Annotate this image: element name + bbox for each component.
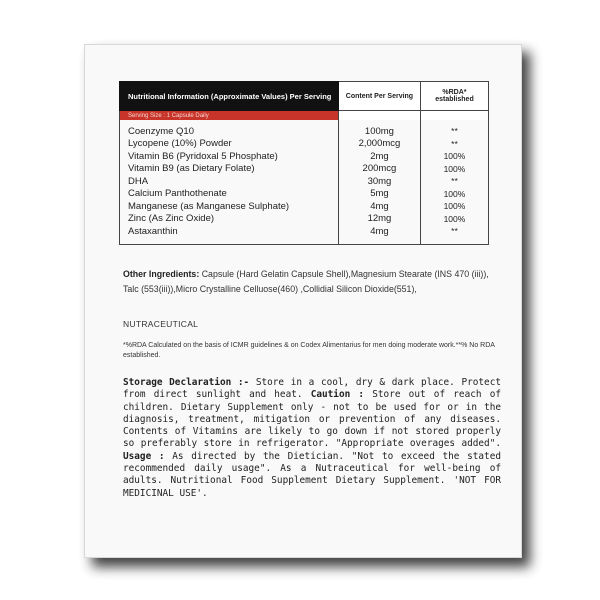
serving-size-row	[120, 111, 489, 121]
usage-text: As directed by the Dietician. "Not to exceed the stated recommended daily usage". As a Nutraceutical for well-being of adults. Nutritional Food Supplement Dietary Supplement. 'NOT FOR MEDICINAL USE'.	[123, 450, 501, 499]
other-ingredients-label: Other Ingredients:	[123, 269, 200, 279]
rda-footnote: *%RDA Calculated on the basis of ICMR guidelines & on Codex Alimentarius for men doing moderate work.**% No RDA established.	[123, 342, 495, 359]
ingredient-rda: **	[420, 175, 488, 188]
rda-header-line2: established	[435, 96, 474, 103]
content-per-serving-header: Content Per Serving	[338, 82, 420, 111]
rda-header-line1: %RDA*	[442, 89, 467, 96]
ingredient-amount: 4mg	[338, 200, 420, 213]
ingredient-rda: **	[420, 138, 488, 151]
ingredient-name: Manganese (as Manganese Sulphate)	[120, 200, 339, 213]
ingredient-amount: 2mg	[338, 150, 420, 163]
storage-text: Store in a cool, dry & dark place. Protect from direct sunlight and heat.	[123, 377, 501, 401]
ingredient-name: DHA	[120, 175, 339, 188]
ingredient-rda: 100%	[420, 213, 488, 226]
storage-declaration	[123, 377, 501, 500]
ingredient-rda: **	[420, 120, 488, 138]
ingredient-rda: 100%	[420, 150, 488, 163]
category-label: NUTRACEUTICAL	[123, 319, 199, 329]
table-row	[120, 225, 489, 244]
ingredient-amount: 30mg	[338, 175, 420, 188]
nutrition-table	[119, 81, 489, 245]
ingredient-name: Lycopene (10%) Powder	[120, 138, 339, 151]
ingredient-amount: 12mg	[338, 213, 420, 226]
rda-header	[420, 82, 488, 111]
table-row	[120, 188, 489, 201]
ingredient-rda: 100%	[420, 163, 488, 176]
nutrition-table-title: Nutritional Information (Approximate Values) Per Serving	[120, 82, 339, 111]
usage-label: Usage :	[123, 450, 165, 462]
ingredient-name: Vitamin B6 (Pyridoxal 5 Phosphate)	[120, 150, 339, 163]
table-row	[120, 163, 489, 176]
ingredient-amount: 4mg	[338, 225, 420, 244]
table-row	[120, 138, 489, 151]
caution-text: Store out of reach of children. Dietary Supplement only - not to be used for or in the diagnosis, treatment, mitigation or prevention of any diseases. Contents of Vitamins are likely to go down if not stored properly so preferably store in refrigerator. "Appropriate overages added".	[123, 389, 501, 450]
ingredient-amount: 200mcg	[338, 163, 420, 176]
other-ingredients	[123, 267, 503, 297]
ingredient-name: Astaxanthin	[120, 225, 339, 244]
ingredient-name: Calcium Panthothenate	[120, 188, 339, 201]
serving-size: Serving Size : 1 Capsule Daily	[120, 111, 339, 121]
ingredient-rda: 100%	[420, 200, 488, 213]
ingredient-rda: 100%	[420, 188, 488, 201]
product-label-panel	[84, 44, 522, 558]
ingredient-name: Vitamin B9 (as Dietary Folate)	[120, 163, 339, 176]
ingredient-amount: 100mg	[338, 120, 420, 138]
table-row	[120, 150, 489, 163]
table-row	[120, 120, 489, 138]
other-ingredients-text: Capsule (Hard Gelatin Capsule Shell),Magnesium Stearate (INS 470 (iii)), Talc (553(iii)),Micro Crystalline Celluose(460) ,Collidial Silicon Dioxide(551),	[123, 269, 489, 294]
table-row	[120, 213, 489, 226]
nutrition-table-header	[120, 82, 489, 111]
table-row	[120, 175, 489, 188]
ingredient-amount: 2,000mcg	[338, 138, 420, 151]
caution-label: Caution :	[310, 389, 365, 401]
storage-label: Storage Declaration :-	[123, 377, 250, 388]
ingredient-name: Coenzyme Q10	[120, 120, 339, 138]
ingredient-amount: 5mg	[338, 188, 420, 201]
ingredient-rda: **	[420, 225, 488, 244]
ingredient-name: Zinc (As Zinc Oxide)	[120, 213, 339, 226]
table-row	[120, 200, 489, 213]
